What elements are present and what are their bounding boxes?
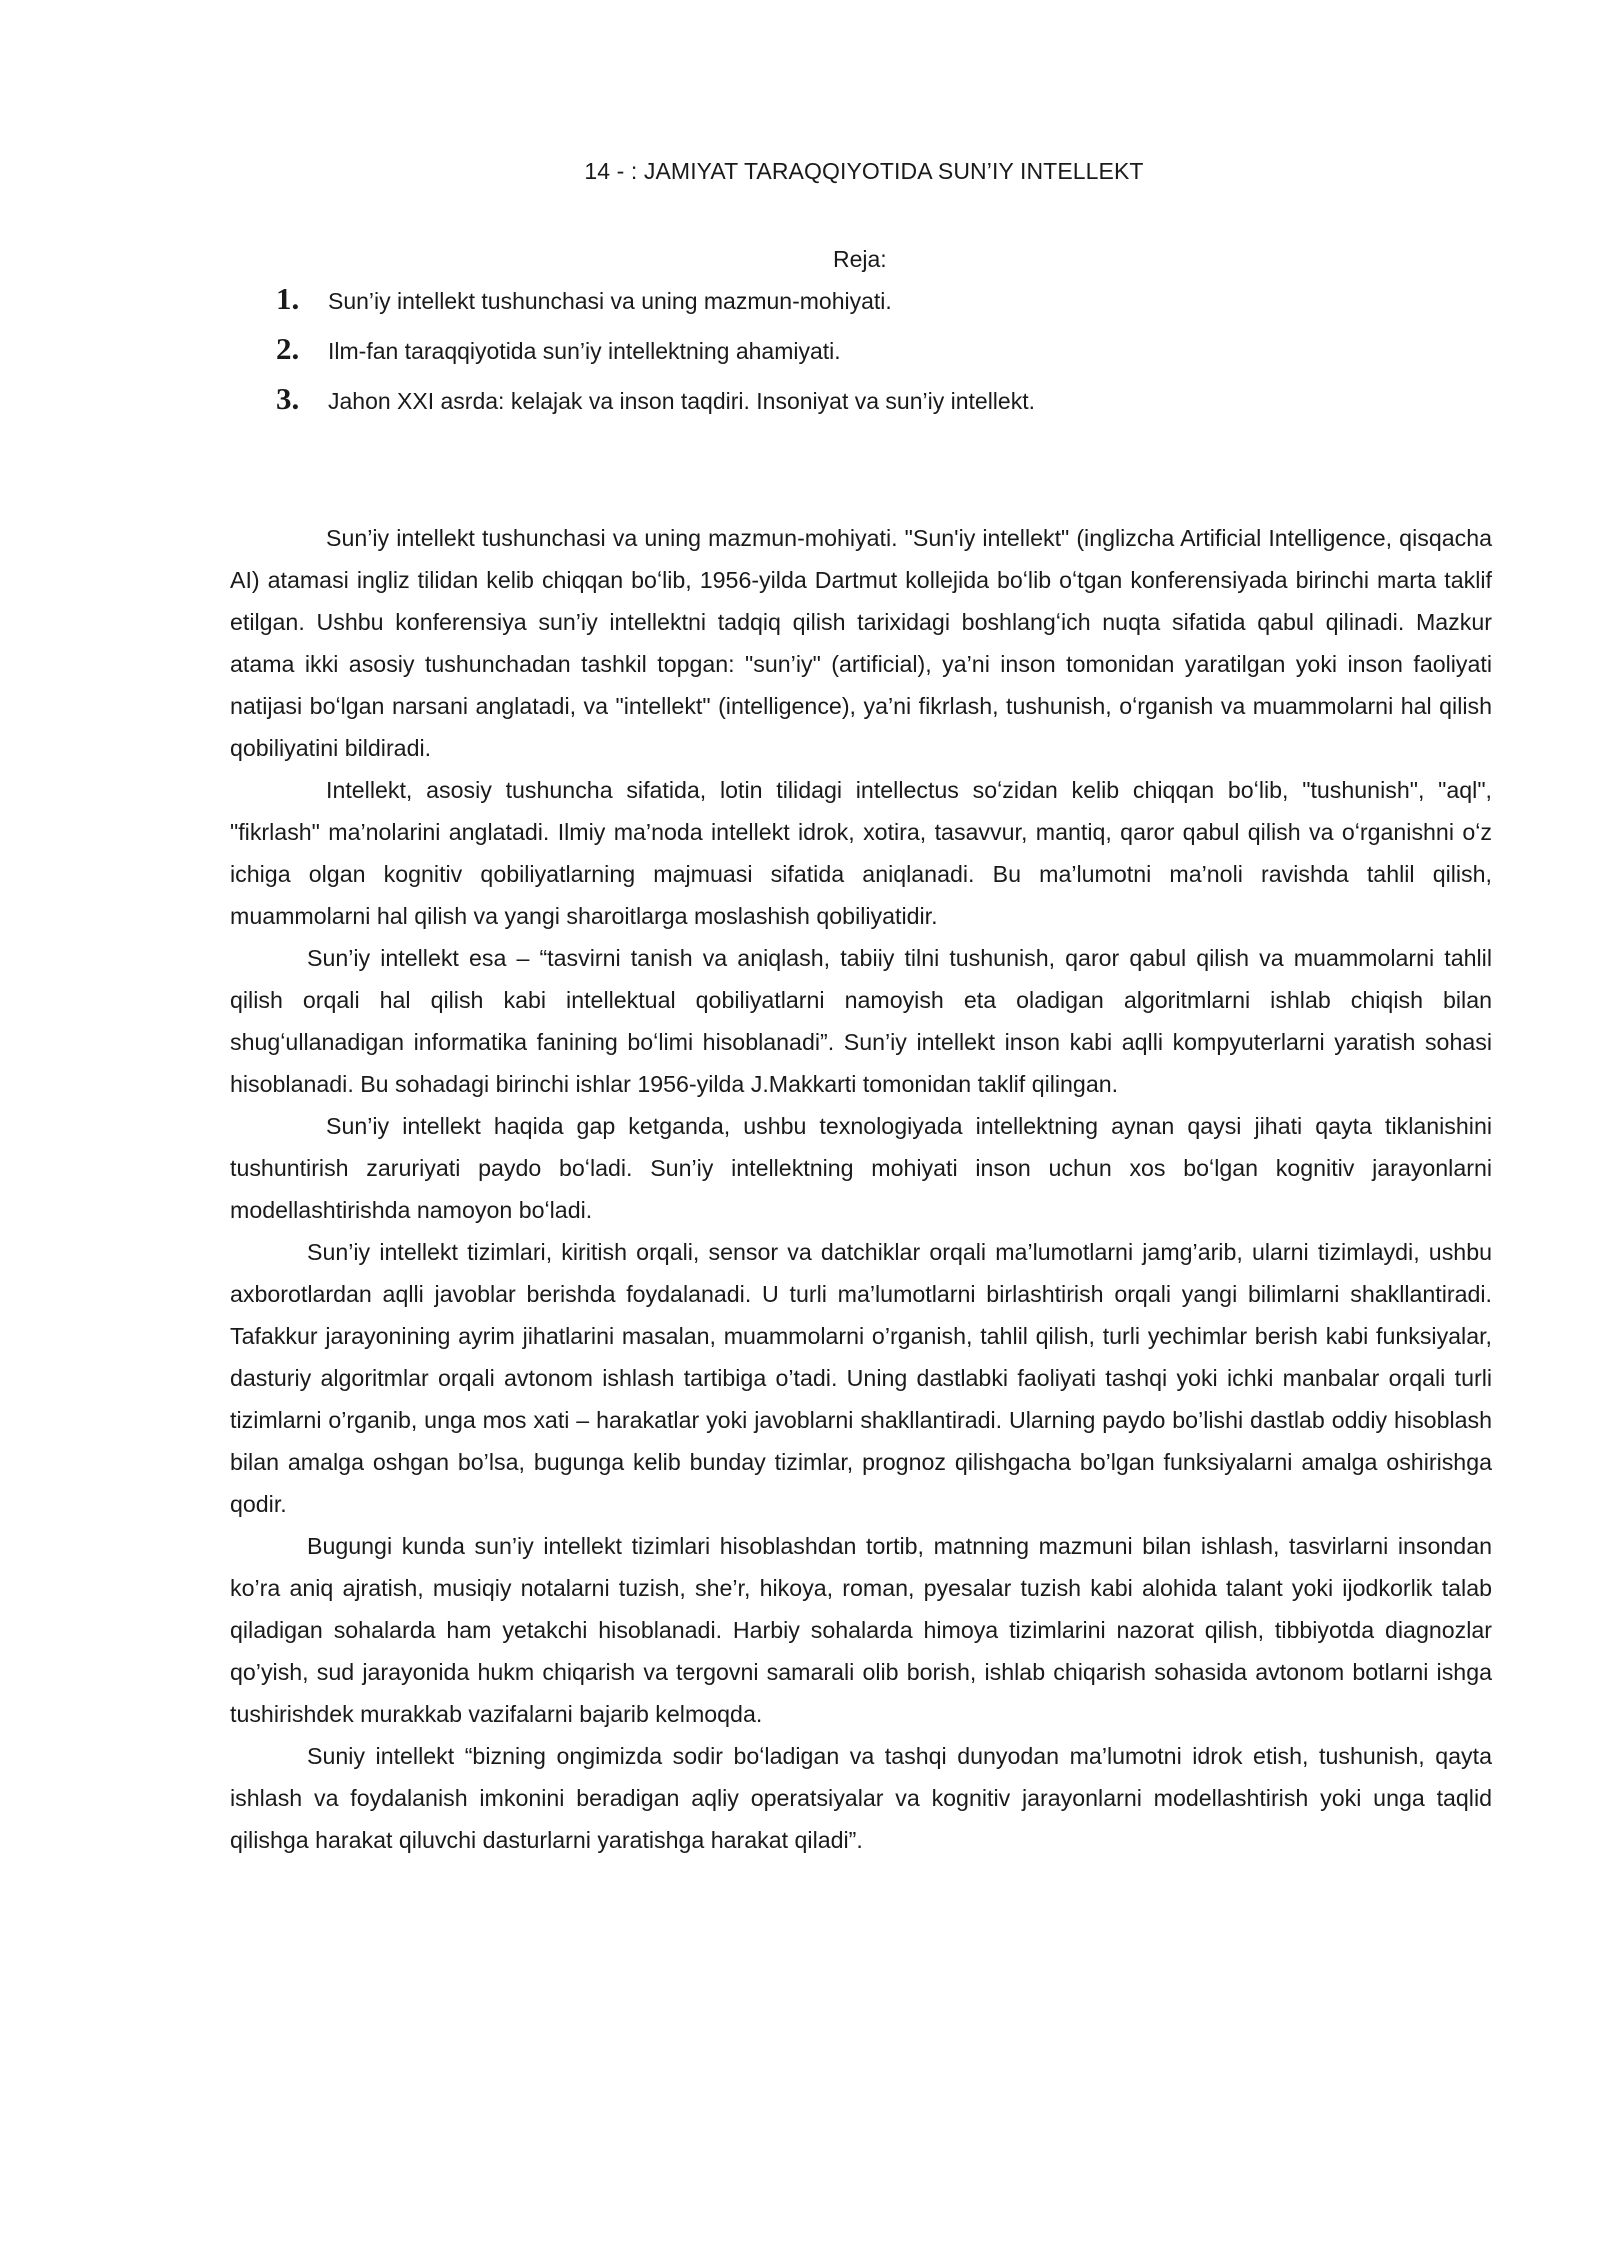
plan-item <box>276 331 1035 381</box>
plan-item-number: 1. <box>276 281 300 316</box>
plan-item <box>276 381 1035 431</box>
plan-item-number: 3. <box>276 381 300 416</box>
document-body <box>230 517 1492 1861</box>
plan-item-text: Ilm-fan taraqqiyotida sun’iy intellektning ahamiyati. <box>328 338 841 364</box>
paragraph-intellect-etymology: Intellekt, asosiy tushuncha sifatida, lotin tilidagi intellectus soʻzidan kelib chiqqan boʻlib, "tushunish", "aql", "fikrlash" ma’nolarini anglatadi. Ilmiy ma’noda intellekt idrok, xotira, tasavvur, mantiq, qaror qabul qilish va oʻrganishni oʻz ichiga olgan kognitiv qobiliyatlarning majmuasi sifatida aniqlanadi. Bu ma’lumotni ma’noli ravishda tahlil qilish, muammolarni hal qilish va yangi sharoitlarga moslashish qobiliyatidir. <box>230 777 1492 929</box>
document-title: 14 - : JAMIYAT TARAQQIYOTIDA SUN’IY INTELLEKT <box>584 158 1144 184</box>
paragraph-ai-quote: Suniy intellekt “bizning ongimizda sodir boʻladigan va tashqi dunyodan ma’lumotni idrok etish, tushunish, qayta ishlash va foydalanish imkonini beradigan aqliy operatsiyalar va kognitiv jarayonlarni modellashtirish yoki unga taqlid qilishga harakat qiluvchi dasturlarni yaratishga harakat qiladi”. <box>230 1743 1492 1853</box>
plan-item-text: Sun’iy intellekt tushunchasi va uning mazmun-mohiyati. <box>328 288 892 314</box>
plan-item-text: Jahon XXI asrda: kelajak va inson taqdiri. Insoniyat va sun’iy intellekt. <box>328 388 1035 414</box>
plan-item-number: 2. <box>276 331 300 366</box>
paragraph-ai-systems: Sun’iy intellekt tizimlari, kiritish orqali, sensor va datchiklar orqali ma’lumotlarni jamg’arib, ularni tizimlaydi, ushbu axborotlardan aqlli javoblar berishda foydalanadi. U turli ma’lumotlarni birlashtirish orqali yangi bilimlarni shakllantiradi. Tafakkur jarayonining ayrim jihatlarini masalan, muammolarni o’rganish, tahlil qilish, turli yechimlar berish kabi funksiyalar, dasturiy algoritmlar orqali avtonom ishlash tartibiga o’tadi. Uning dastlabki faoliyati tashqi yoki ichki manbalar orqali turli tizimlarni o’rganib, unga mos xati – harakatlar yoki javoblarni shakllantiradi. Ularning paydo bo’lishi dastlab oddiy hisoblash bilan amalga oshgan bo’lsa, bugunga kelib bunday tizimlar, prognoz qilishgacha bo’lgan funksiyalarni amalga oshirishga qodir. <box>230 1239 1492 1517</box>
paragraph-ai-today: Bugungi kunda sun’iy intellekt tizimlari hisoblashdan tortib, matnning mazmuni bilan ishlash, tasvirlarni insondan ko’ra aniq ajratish, musiqiy notalarni tuzish, she’r, hikoya, roman, pyesalar tuzish kabi alohida talant yoki ijodkorlik talab qiladigan sohalarda ham yetakchi hisoblanadi. Harbiy sohalarda himoya tizimlarini nazorat qilish, tibbiyotda diagnozlar qo’yish, sud jarayonida hukm chiqarish va tergovni samarali olib borish, ishlab chiqarish sohasida avtonom botlarni ishga tushirishdek murakkab vazifalarni bajarib kelmoqda. <box>230 1533 1492 1727</box>
plan-item <box>276 281 1035 331</box>
paragraph-ai-informatics: Sun’iy intellekt esa – “tasvirni tanish va aniqlash, tabiiy tilni tushunish, qaror qabul qilish va muammolarni tahlil qilish orqali hal qilish kabi intellektual qobiliyatlarni namoyish eta oladigan algoritmlarni ishlab chiqish bilan shugʻullanadigan informatika fanining boʻlimi hisoblanadi”. Sun’iy intellekt inson kabi aqlli kompyuterlarni yaratish sohasi hisoblanadi. Bu sohadagi birinchi ishlar 1956-yilda J.Makkarti tomonidan taklif qilingan. <box>230 945 1492 1097</box>
plan-heading: Reja: <box>833 246 887 272</box>
plan-list <box>276 281 1035 431</box>
paragraph-definition: Sun’iy intellekt tushunchasi va uning mazmun-mohiyati. "Sun'iy intellekt" (inglizcha Artificial Intelligence, qisqacha AI) atamasi ingliz tilidan kelib chiqqan boʻlib, 1956-yilda Dartmut kollejida boʻlib oʻtgan konferensiyada birinchi marta taklif etilgan. Ushbu konferensiya sun’iy intellektni tadqiq qilish tarixidagi boshlangʻich nuqta sifatida qabul qilinadi. Mazkur atama ikki asosiy tushunchadan tashkil topgan: "sun’iy" (artificial), ya’ni inson tomonidan yaratilgan yoki inson faoliyati natijasi boʻlgan narsani anglatadi, va "intellekt" (intelligence), ya’ni fikrlash, tushunish, oʻrganish va muammolarni hal qilish qobiliyatini bildiradi. <box>230 525 1492 761</box>
paragraph-ai-essence: Sun’iy intellekt haqida gap ketganda, ushbu texnologiyada intellektning aynan qaysi jihati qayta tiklanishini tushuntirish zaruriyati paydo boʻladi. Sun’iy intellektning mohiyati inson uchun xos boʻlgan kognitiv jarayonlarni modellashtirishda namoyon boʻladi. <box>230 1113 1492 1223</box>
